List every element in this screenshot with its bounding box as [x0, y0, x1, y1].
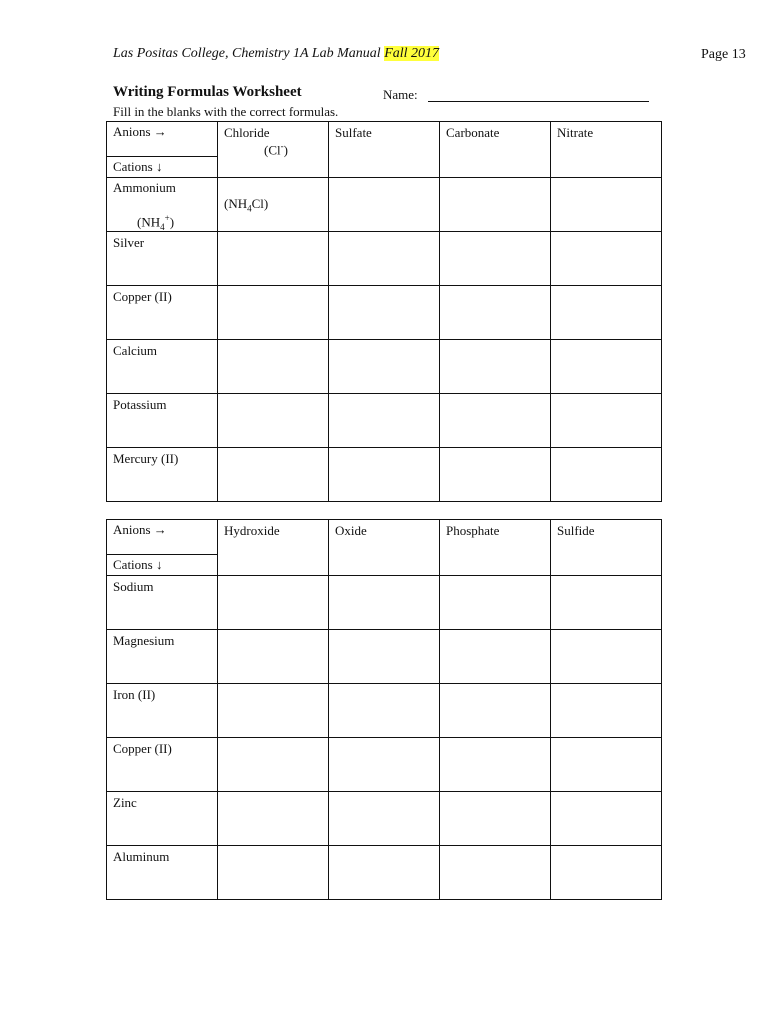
table-header-row	[107, 122, 662, 178]
cation-cell: Silver	[107, 232, 218, 286]
anion-formula: (Cl-)	[264, 141, 288, 158]
answer-cell[interactable]	[329, 684, 440, 738]
table-row	[107, 792, 662, 846]
answer-cell[interactable]	[551, 286, 662, 340]
anion-header: Carbonate	[440, 122, 551, 178]
cation-cell: Aluminum	[107, 846, 218, 900]
cation-cell: Calcium	[107, 340, 218, 394]
answer-cell[interactable]	[440, 576, 551, 630]
answer-cell[interactable]	[329, 630, 440, 684]
answer-cell[interactable]	[440, 178, 551, 232]
answer-cell[interactable]	[551, 576, 662, 630]
answer-cell[interactable]	[218, 738, 329, 792]
cations-label: Cations ↓	[113, 159, 163, 174]
answer-cell[interactable]	[440, 340, 551, 394]
anions-label: Anions →	[107, 520, 217, 555]
course-text: Las Positas College, Chemistry 1A Lab Manual	[113, 46, 385, 61]
cation-cell: Copper (II)	[107, 286, 218, 340]
cations-label: Cations ↓	[113, 557, 163, 572]
anion-header	[218, 122, 329, 178]
answer-cell[interactable]	[218, 394, 329, 448]
answer-cell[interactable]	[218, 340, 329, 394]
answer-cell[interactable]	[218, 286, 329, 340]
example-answer: $(NH_4Cl)$	[224, 196, 269, 214]
answer-cell[interactable]	[440, 738, 551, 792]
header-course	[113, 46, 439, 62]
answer-cell[interactable]	[440, 394, 551, 448]
name-blank-line[interactable]	[428, 101, 649, 102]
table-row	[107, 232, 662, 286]
answer-cell[interactable]	[551, 738, 662, 792]
anion-header: Sulfide	[551, 520, 662, 576]
answer-cell[interactable]	[218, 576, 329, 630]
table-row	[107, 576, 662, 630]
answer-cell[interactable]	[329, 394, 440, 448]
answer-cell[interactable]	[440, 684, 551, 738]
anion-header: Nitrate	[551, 122, 662, 178]
answer-cell[interactable]	[551, 394, 662, 448]
formulas-table-1	[106, 121, 662, 502]
answer-cell[interactable]	[440, 630, 551, 684]
answer-cell[interactable]	[551, 178, 662, 232]
table-row	[107, 630, 662, 684]
table-row	[107, 846, 662, 900]
worksheet-title: Writing Formulas Worksheet	[113, 84, 302, 100]
answer-cell[interactable]	[440, 232, 551, 286]
formulas-table-2	[106, 519, 662, 900]
answer-cell[interactable]	[551, 340, 662, 394]
cation-cell: Copper (II)	[107, 738, 218, 792]
table-row	[107, 340, 662, 394]
anion-header: Hydroxide	[218, 520, 329, 576]
table-row	[107, 448, 662, 502]
anions-label: Anions →	[107, 122, 217, 157]
answer-cell[interactable]	[329, 178, 440, 232]
answer-cell[interactable]	[551, 684, 662, 738]
corner-cell	[107, 520, 218, 576]
cation-name: Ammonium	[113, 180, 176, 195]
answer-cell[interactable]	[218, 792, 329, 846]
answer-cell[interactable]	[329, 232, 440, 286]
corner-cell	[107, 122, 218, 178]
answer-cell[interactable]	[329, 340, 440, 394]
answer-cell[interactable]	[551, 846, 662, 900]
answer-cell[interactable]	[329, 448, 440, 502]
page-number: Page 13	[701, 47, 746, 62]
table-row	[107, 684, 662, 738]
term-highlight: Fall 2017	[384, 46, 440, 61]
cation-formula: $(NH_4^+)$	[137, 213, 175, 232]
anion-name: Chloride	[224, 125, 270, 140]
table-row	[107, 286, 662, 340]
answer-cell[interactable]	[329, 576, 440, 630]
answer-cell[interactable]	[329, 286, 440, 340]
table-row	[107, 178, 662, 232]
instructions: Fill in the blanks with the correct formulas.	[113, 104, 339, 119]
table-row	[107, 738, 662, 792]
answer-cell[interactable]	[551, 448, 662, 502]
answer-cell[interactable]	[551, 792, 662, 846]
answer-cell[interactable]	[440, 792, 551, 846]
answer-cell[interactable]	[551, 232, 662, 286]
table-row	[107, 394, 662, 448]
answer-cell[interactable]	[218, 630, 329, 684]
answer-cell[interactable]	[329, 738, 440, 792]
cation-cell: Iron (II)	[107, 684, 218, 738]
cation-cell: Potassium	[107, 394, 218, 448]
cation-cell: Sodium	[107, 576, 218, 630]
answer-cell[interactable]	[218, 684, 329, 738]
name-label: Name:	[383, 87, 418, 102]
answer-cell[interactable]	[218, 448, 329, 502]
answer-cell[interactable]	[440, 286, 551, 340]
cation-cell: Zinc	[107, 792, 218, 846]
answer-cell[interactable]	[329, 846, 440, 900]
cation-cell: Magnesium	[107, 630, 218, 684]
answer-cell[interactable]	[218, 178, 329, 232]
cation-cell: Mercury (II)	[107, 448, 218, 502]
answer-cell[interactable]	[218, 232, 329, 286]
answer-cell[interactable]	[440, 846, 551, 900]
answer-cell[interactable]	[440, 448, 551, 502]
answer-cell[interactable]	[218, 846, 329, 900]
anion-header: Phosphate	[440, 520, 551, 576]
cation-cell	[107, 178, 218, 232]
table-header-row	[107, 520, 662, 576]
answer-cell[interactable]	[329, 792, 440, 846]
anion-header: Oxide	[329, 520, 440, 576]
anion-header: Sulfate	[329, 122, 440, 178]
answer-cell[interactable]	[551, 630, 662, 684]
